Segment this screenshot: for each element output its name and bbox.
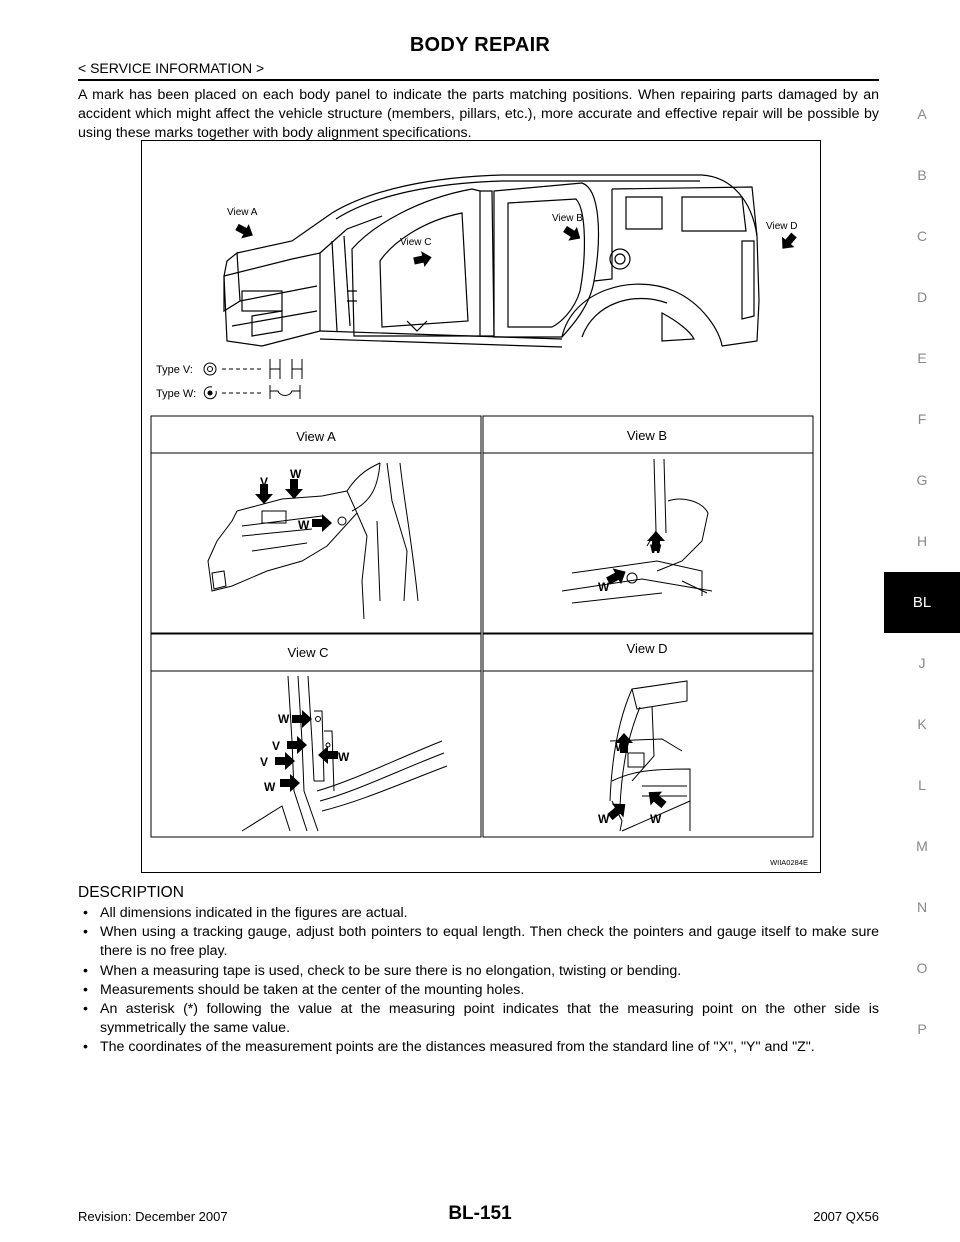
type-v-mark-icon <box>204 363 216 375</box>
overview-view-c-label: View C <box>400 237 432 248</box>
view-d-w-arrow-icon-3 <box>643 785 670 812</box>
figure-drawing <box>142 141 822 874</box>
tab-m[interactable]: M <box>916 838 928 854</box>
section-tabs <box>884 84 960 1060</box>
view-c-w-arrow-icon-2 <box>318 746 338 764</box>
view-d-mark-w-1: W <box>615 740 627 754</box>
view-d-title: View D <box>626 641 668 656</box>
view-c-mark-v-2: V <box>260 755 269 769</box>
view-b-arrow-icon <box>561 222 585 245</box>
description-heading: DESCRIPTION <box>78 884 184 901</box>
view-b-title: View B <box>626 428 668 443</box>
view-b-mark-w-1: W <box>650 542 662 556</box>
tab-bl[interactable]: BL <box>884 572 960 633</box>
view-c-mark-v-1: V <box>272 739 281 753</box>
view-a-detail <box>208 463 418 619</box>
legend-type-v: Type V: <box>156 364 193 376</box>
figure-id: WIIA0284E <box>770 858 808 867</box>
tab-e[interactable]: E <box>917 350 927 366</box>
view-c-w-arrow-icon-1 <box>292 710 312 728</box>
tab-l[interactable]: L <box>918 777 926 793</box>
legend-type-w: Type W: <box>156 388 197 400</box>
footer-model: 2007 QX56 <box>813 1209 879 1224</box>
tab-d[interactable]: D <box>916 289 928 305</box>
view-c-w-arrow-icon-3 <box>280 774 300 792</box>
view-c-mark-w-2: W <box>338 750 350 764</box>
page-number: BL-151 <box>448 1203 512 1224</box>
list-item: • An asterisk (*) following the value at the measuring point indicates that the measuring point on the other side is symmetrically the same value. <box>78 1000 879 1038</box>
overview-view-b-label: View B <box>552 213 583 224</box>
tab-a[interactable]: A <box>917 106 927 122</box>
tab-o[interactable]: O <box>916 960 928 976</box>
view-a-mark-w-1: W <box>290 467 302 481</box>
detail-panels <box>151 416 813 837</box>
tab-b[interactable]: B <box>917 167 927 183</box>
view-a-w-arrow-icon-1 <box>285 479 303 499</box>
view-c-title: View C <box>287 645 329 660</box>
description-list <box>78 904 879 1058</box>
view-a-mark-v: V <box>260 475 269 489</box>
tab-k[interactable]: K <box>917 716 927 732</box>
view-d-mark-w-3: W <box>650 812 662 826</box>
view-a-mark-w-2: W <box>298 518 310 532</box>
header-rule <box>78 79 879 81</box>
vehicle-body-illustration <box>224 175 759 347</box>
view-b-detail <box>562 459 712 603</box>
overview-view-a-label: View A <box>227 207 258 218</box>
view-c-mark-w-1: W <box>278 712 290 726</box>
tab-j[interactable]: J <box>918 655 926 671</box>
mark-type-legend <box>156 359 302 400</box>
tab-c[interactable]: C <box>916 228 928 244</box>
body-marks-figure <box>141 140 821 873</box>
view-c-arrow-icon <box>412 249 433 269</box>
view-a-arrow-icon <box>233 220 256 243</box>
footer-revision: Revision: December 2007 <box>78 1209 228 1224</box>
view-c-v-arrow-icon-1 <box>287 736 307 754</box>
tab-g[interactable]: G <box>916 472 928 488</box>
view-b-mark-w-2: W <box>598 580 610 594</box>
list-item: • Measurements should be taken at the center of the mounting holes. <box>78 981 879 1000</box>
list-item: • All dimensions indicated in the figures are actual. <box>78 904 879 923</box>
view-a-title: View A <box>296 429 336 444</box>
list-item: • When a measuring tape is used, check to be sure there is no elongation, twisting or bending. <box>78 962 879 981</box>
view-c-mark-w-3: W <box>264 780 276 794</box>
overview-view-d-label: View D <box>766 221 798 232</box>
tab-h[interactable]: H <box>916 533 928 549</box>
tab-f[interactable]: F <box>917 411 927 427</box>
view-d-arrow-icon <box>776 230 800 254</box>
list-item: • The coordinates of the measurement points are the distances measured from the standard line of "X", "Y" and "Z". <box>78 1038 879 1057</box>
tab-n[interactable]: N <box>916 899 928 915</box>
intro-paragraph: A mark has been placed on each body panel to indicate the parts matching positions. When repairing parts damaged by an accident which might affect the vehicle structure (members, pillars, etc.), more accurate and effective repair will be possible by using these marks together with body alignment specifications. <box>78 87 879 141</box>
page-title: BODY REPAIR <box>409 34 551 56</box>
tab-p[interactable]: P <box>917 1021 927 1037</box>
view-c-v-arrow-icon-2 <box>275 752 295 770</box>
list-item: • When using a tracking gauge, adjust both pointers to equal length. Then check the pointers and gauge itself to make sure there is no free play. <box>78 923 879 961</box>
view-d-mark-w-2: W <box>598 812 610 826</box>
section-label: < SERVICE INFORMATION > <box>78 60 265 76</box>
